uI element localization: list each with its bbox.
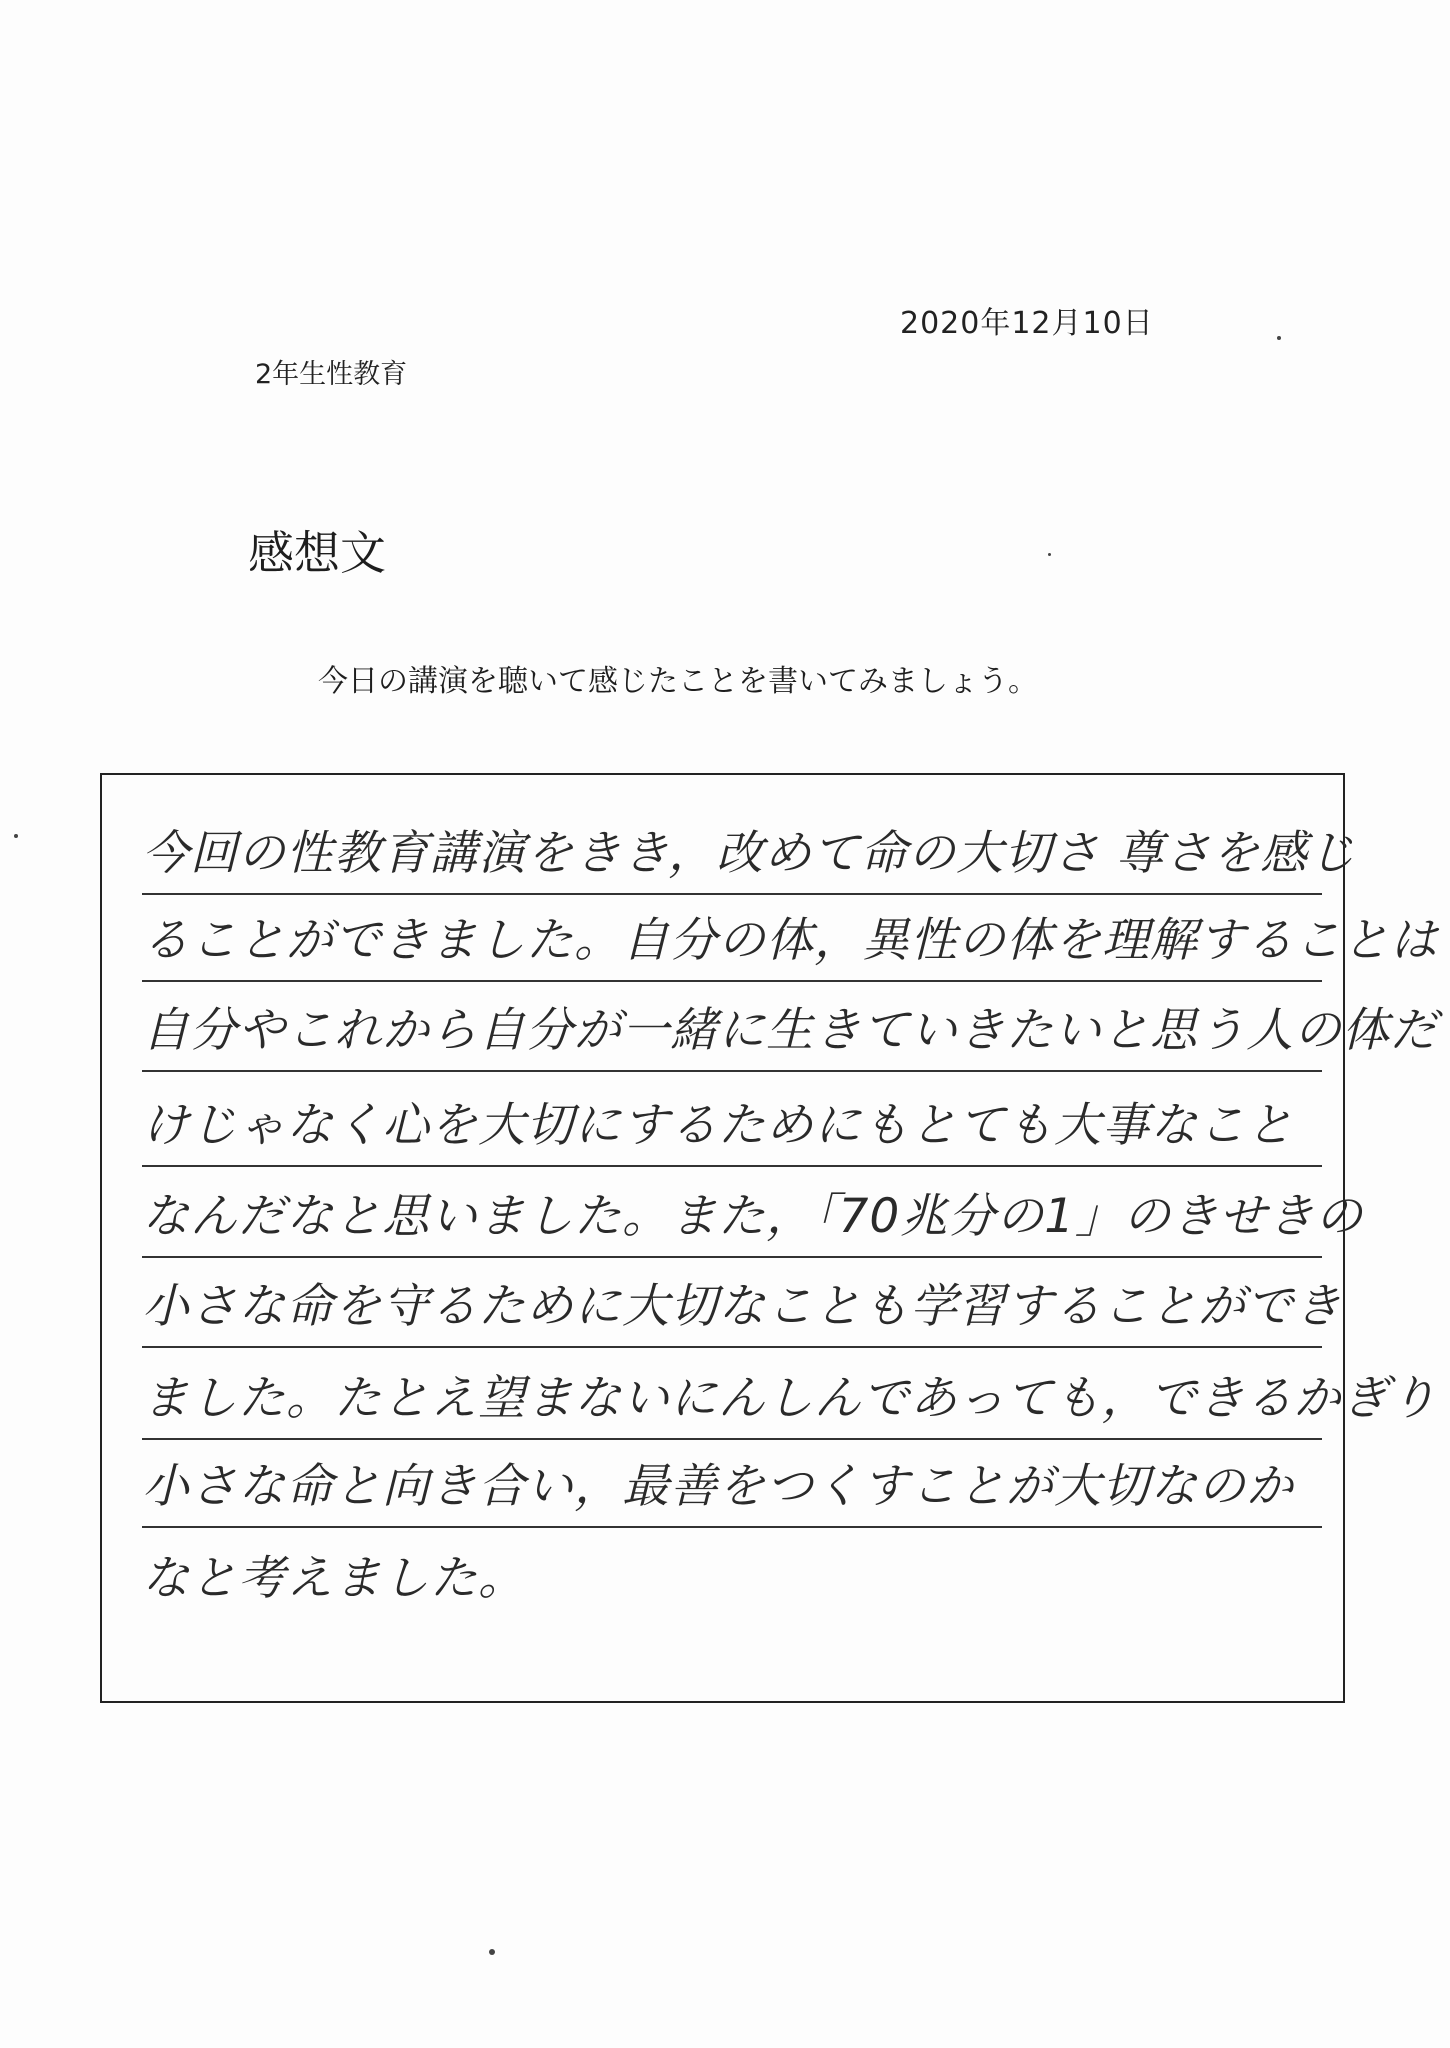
handwritten-line-7: ました。たとえ望まないにんしんであっても，できるかぎり [142,1371,1438,1426]
handwritten-line-5: なんだなと思いました。また，「70兆分の1」のきせきの [142,1189,1364,1244]
ruled-line [142,1438,1322,1440]
grade-label: 2年生性教育 [255,359,408,390]
ruled-line [142,1346,1322,1348]
handwritten-line-6: 小さな命を守るために大切なことも学習することができ [142,1279,1342,1334]
date-text: 2020年12月10日 [900,306,1154,341]
handwritten-line-3: 自分やこれから自分が一緒に生きていきたいと思う人の体だ [142,1003,1438,1058]
ruled-line [142,1165,1322,1167]
scan-speck [14,834,18,838]
scan-speck [489,1949,495,1955]
handwritten-line-4: けじゃなく心を大切にするためにもとても大事なこと [142,1098,1294,1153]
scan-speck [1048,553,1051,556]
ruled-line [142,893,1322,895]
ruled-line [142,980,1322,982]
ruled-line [142,1526,1322,1528]
answer-box [100,773,1438,1703]
handwritten-line-9: なと考えました。 [142,1551,526,1606]
prompt-text: 今日の講演を聴いて感じたことを書いてみましょう。 [318,664,1038,699]
ruled-line [142,1070,1322,1072]
ruled-line [142,1256,1322,1258]
handwritten-line-8: 小さな命と向き合い，最善をつくすことが大切なのか [142,1459,1294,1514]
handwritten-line-2: ることができました。自分の体，異性の体を理解することは [142,913,1438,968]
page-title: 感想文 [248,526,386,580]
scan-speck [1277,336,1281,340]
handwritten-line-1: 今回の性教育講演をきき，改めて命の大切さ 尊さを感じ [142,826,1357,881]
